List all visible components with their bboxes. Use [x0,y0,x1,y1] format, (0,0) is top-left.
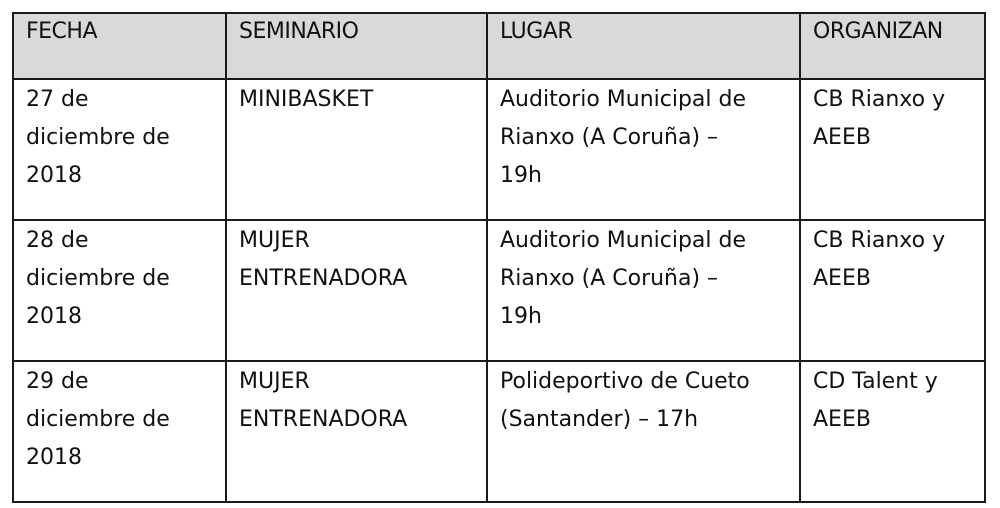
cell-line: Polideportivo de Cueto [500,369,750,394]
cell-lugar [487,79,800,220]
cell-fecha [13,361,226,502]
cell-line: diciembre de [26,125,170,150]
cell-organizan [800,220,985,361]
cell-line: AEEB [813,125,871,150]
cell-line: ENTRENADORA [239,266,408,291]
cell-line: Auditorio Municipal de [500,87,747,112]
cell-line: 2018 [26,304,82,329]
cell-line: 19h [500,304,542,329]
cell-line: CB Rianxo y [813,87,946,112]
cell-lugar [487,220,800,361]
cell-organizan [800,361,985,502]
cell-seminario [226,79,487,220]
cell-seminario [226,361,487,502]
cell-line: 27 de [26,87,89,112]
cell-line: MUJER [239,369,310,394]
cell-lugar [487,361,800,502]
cell-line: 29 de [26,369,89,394]
cell-line: AEEB [813,266,871,291]
cell-line: Auditorio Municipal de [500,228,747,253]
cell-line: 28 de [26,228,89,253]
header-lugar: LUGAR [487,13,800,79]
header-seminario: SEMINARIO [226,13,487,79]
cell-line: (Santander) – 17h [500,407,699,432]
header-fecha: FECHA [13,13,226,79]
cell-fecha [13,79,226,220]
cell-line: diciembre de [26,407,170,432]
cell-line: Rianxo (A Coruña) – [500,266,719,291]
header-row [13,13,985,79]
cell-line: diciembre de [26,266,170,291]
cell-line: Rianxo (A Coruña) – [500,125,719,150]
table-row [13,220,985,361]
cell-line: ENTRENADORA [239,407,408,432]
header-organizan: ORGANIZAN [800,13,985,79]
table-row [13,79,985,220]
cell-line: MUJER [239,228,310,253]
seminar-schedule-table [12,12,986,503]
cell-fecha [13,220,226,361]
cell-line: 2018 [26,445,82,470]
cell-line: 2018 [26,163,82,188]
cell-line: MINIBASKET [239,87,374,112]
cell-seminario [226,220,487,361]
cell-organizan [800,79,985,220]
cell-line: AEEB [813,407,871,432]
table-row [13,361,985,502]
cell-line: 19h [500,163,542,188]
cell-line: CB Rianxo y [813,228,946,253]
cell-line: CD Talent y [813,369,938,394]
